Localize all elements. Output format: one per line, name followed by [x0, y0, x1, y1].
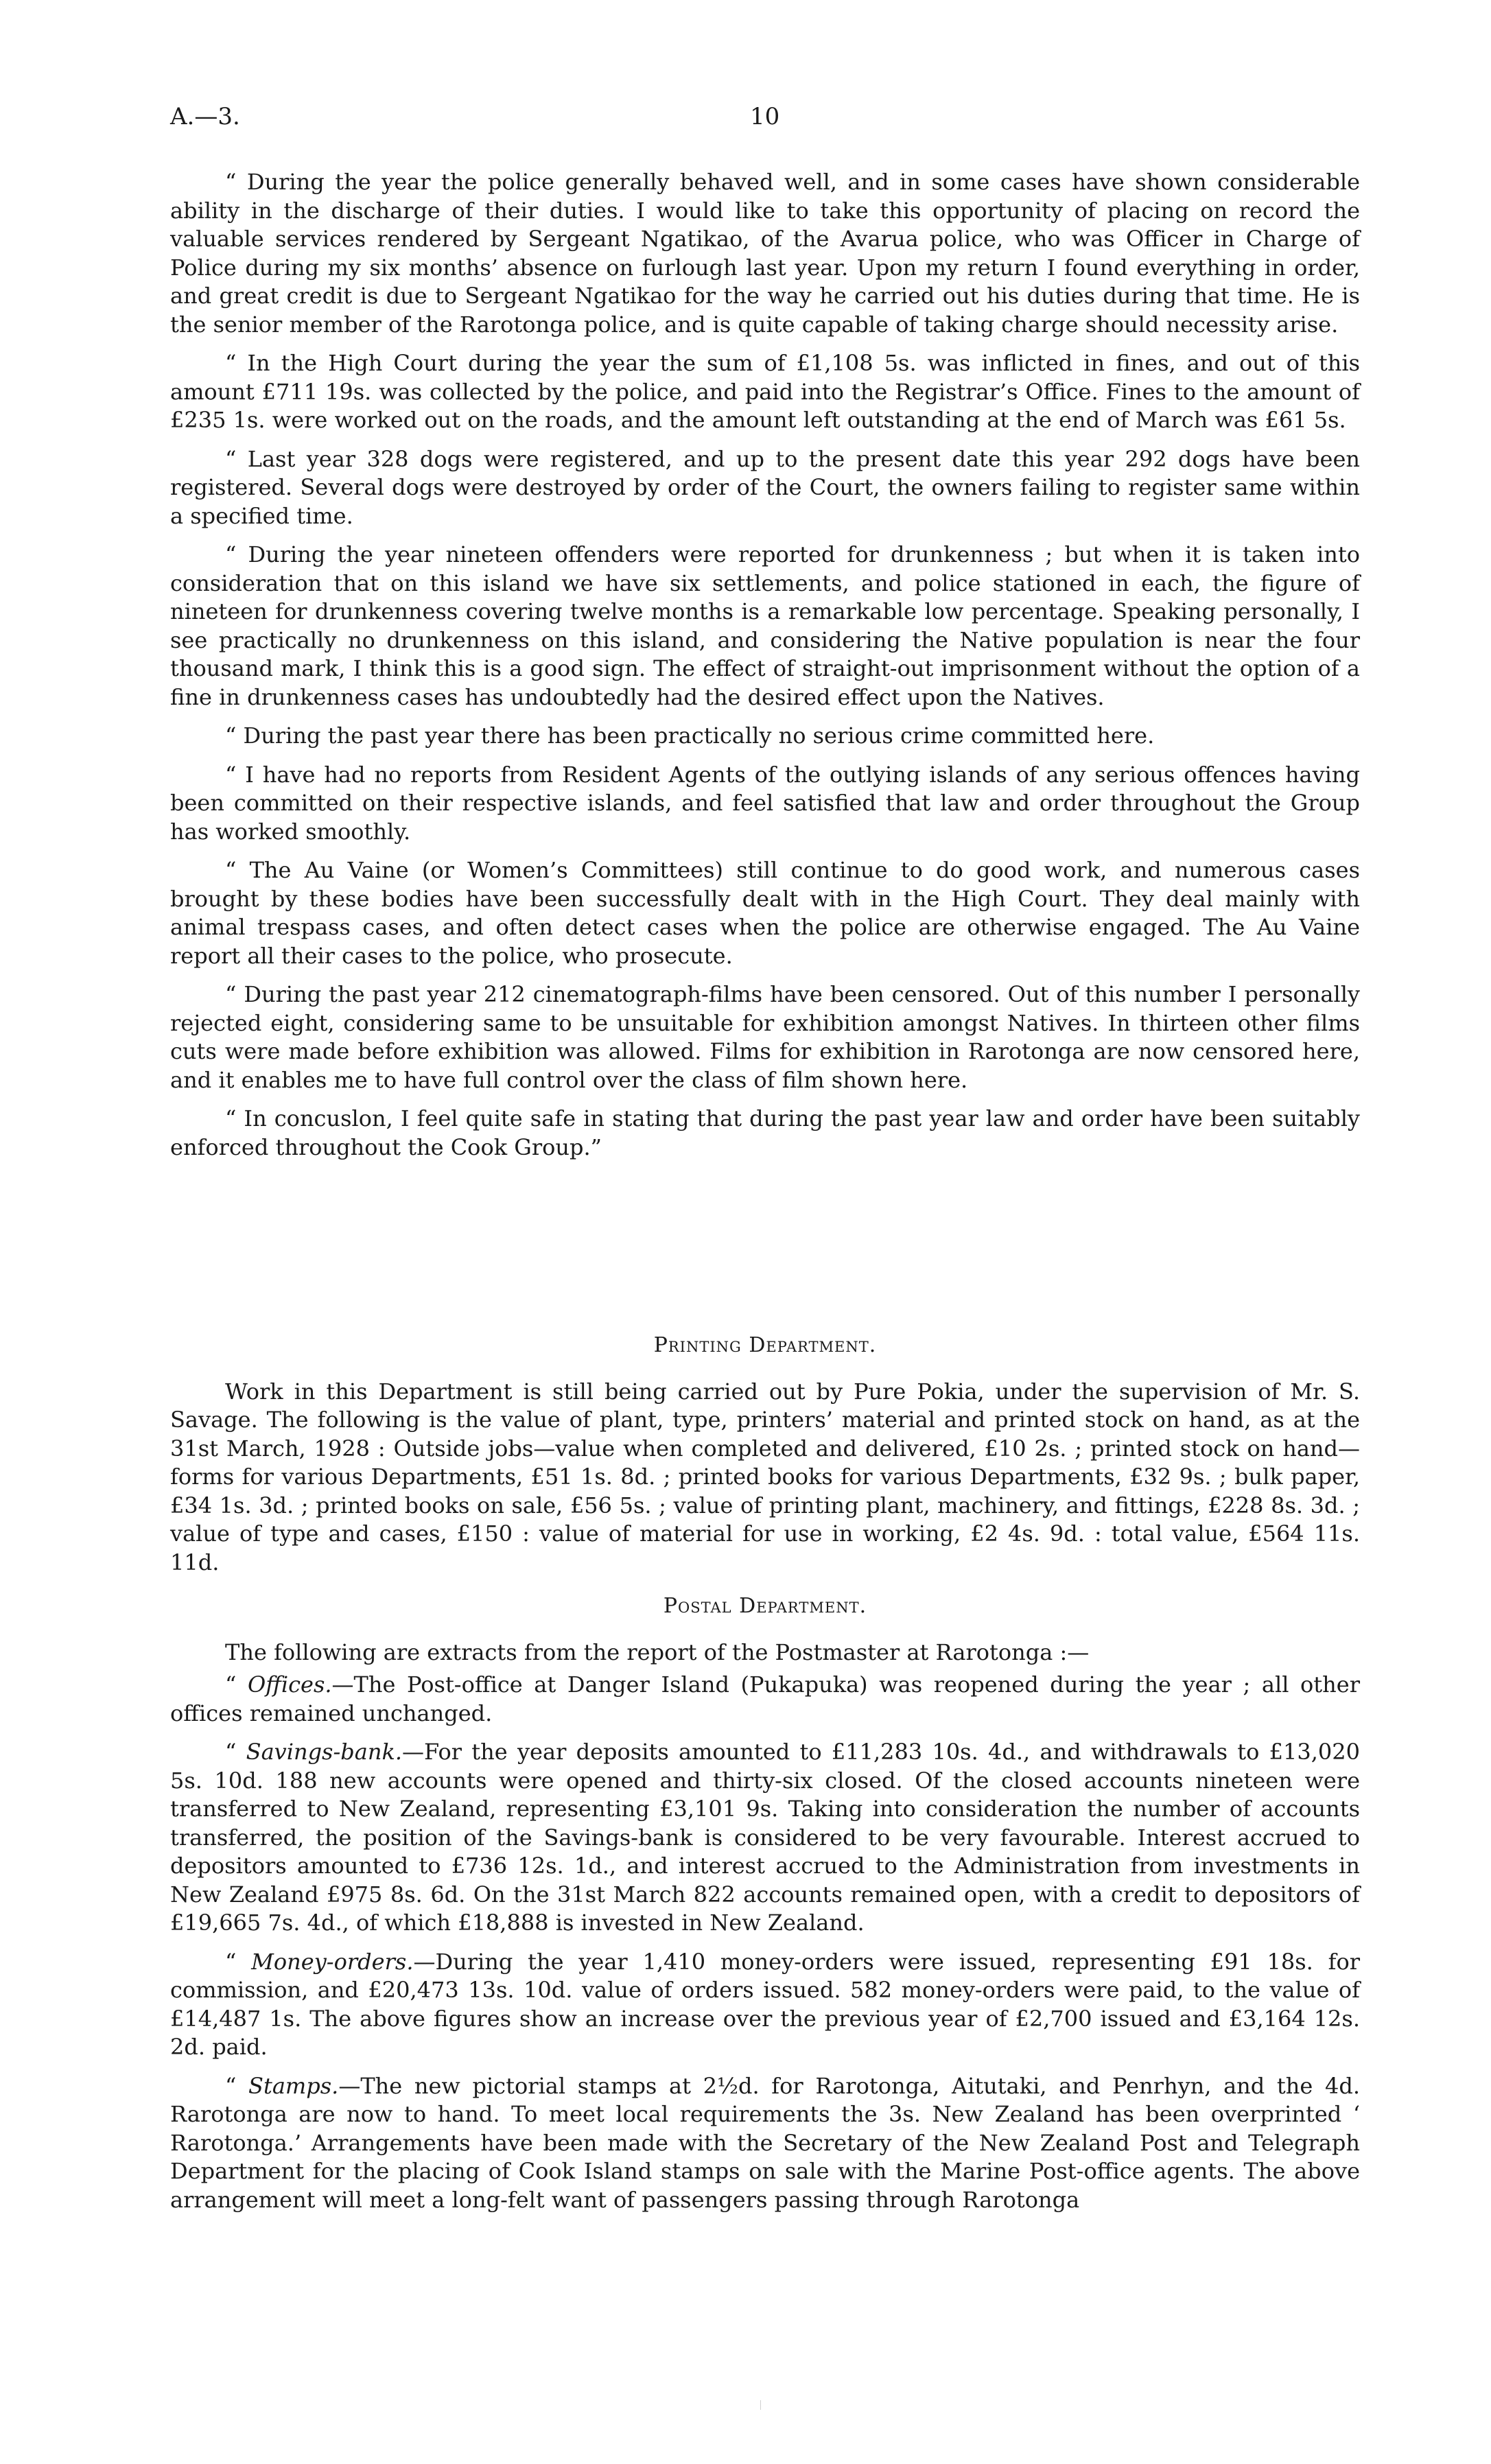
open-quote: “ [225, 1671, 248, 1698]
paragraph: “ During the past year 212 cinematograph-films have been censored. Out of this number I personally rejected eight, considering same to be unsuitable for exhibition amongst Natives. In thirteen other films cuts were made before exhibition was allowed. Films for exhibition in Rarotonga are now censored here, and it enables me to have full control over the class of film shown here. [170, 981, 1360, 1093]
page-number: 10 [750, 103, 780, 130]
paragraph-label: Stamps. [248, 2072, 339, 2099]
paragraph: “ I have had no reports from Resident Agents of the outlying islands of any serious offences having been committed on their respective islands, and feel satisfied that law and order throughout the Group has worked smoothly. [170, 761, 1360, 845]
paragraph: “ During the year nineteen offenders were reported for drunkenness ; but when it is taken into consideration that on this island we have six settlements, and police stationed in each, the figure of nineteen for drunkenness covering twelve months is a remarkable low percentage. Speaking personally, I see practically no drunkenness on this island, and considering the Native population is near the four thousand mark, I think this is a good sign. The effect of straight-out imprisonment without the option of a fine in drunkenness cases has undoubtedly had the desired effect upon the Natives. [170, 541, 1360, 710]
paragraph: “ During the past year there has been practically no serious crime committed here. [225, 723, 1155, 749]
postal-department-section [170, 1592, 1360, 2225]
paragraph: “ During the year the police generally behaved well, and in some cases have shown considerable ability in the discharge of their duties. I would like to take this opportunity of placing on record the valuable services rendered by Sergeant Ngatikao, of the Avarua police, who was Officer in Charge of Police during my six months’ absence on furlough last year. Upon my return I found everything in order, and great credit is due to Sergeant Ngatikao for the way he carried out his duties during that time. He is the senior member of the Rarotonga police, and is quite capable of taking charge should necessity arise. [170, 169, 1360, 338]
open-quote: “ [225, 2072, 249, 2099]
paragraph-label: Offices. [247, 1671, 332, 1698]
paragraph: “ The Au Vaine (or Women’s Committees) still continue to do good work, and numerous cases brought by these bodies have been successfully dealt with in the High Court. They deal mainly with animal trespass cases, and often detect cases when the police are otherwise engaged. The Au Vaine report all their cases to the police, who prosecute. [170, 857, 1360, 969]
paragraph: “ Last year 328 dogs were registered, and up to the present date this year 292 dogs have been registered. Several dogs were destroyed by order of the Court, the owners failing to register same within a specified time. [170, 445, 1360, 529]
money-orders-paragraph [170, 1948, 1360, 2062]
document-reference: A.—3. [170, 103, 240, 130]
paragraph: The following are extracts from the report of the Postmaster at Rarotonga :— [225, 1639, 1090, 1665]
paragraph-text: —During the year 1,410 money-orders were issued, representing £91 18s. for commission, and £20,473 13s. 10d. value of orders issued. 582 money-orders were paid, to the value of £14,487 1s. The above figures show an increase over the previous year of £2,700 issued and £3,164 12s. 2d. paid. [170, 1948, 1361, 2060]
paragraph-text: —The new pictorial stamps at 2½d. for Rarotonga, Aitutaki, and Penrhyn, and the 4d. Rarotonga are now to hand. To meet local requirements the 3s. New Zealand has been overprinted ‘ Rarotonga.’ Arrangements have been made with the Secretary of the New Zealand Post and Telegraph Department for the placing of Cook Island stamps on sale with the Marine Post-office agents. The above arrangement will meet a long-felt want of passengers passing through Rarotonga [170, 2072, 1361, 2213]
stamps-paragraph [170, 2072, 1360, 2215]
paragraph: “ In concuslon, I feel quite safe in stating that during the past year law and order have been suitably enforced throughout the Cook Group.” [170, 1105, 1360, 1160]
offices-paragraph [170, 1671, 1360, 1728]
printing-department-section [170, 1331, 1360, 1587]
paragraph-label: Money-orders. [251, 1948, 414, 1975]
paragraph-label: Savings-bank. [246, 1739, 403, 1765]
open-quote: “ [225, 1739, 246, 1765]
section-heading: Printing Department. [653, 1333, 877, 1357]
paragraph: “ In the High Court during the year the sum of £1,108 5s. was inflicted in fines, and out of this amount £711 19s. was collected by the police, and paid into the Registrar’s Office. Fines to the amount of £235 1s. were worked out on the roads, and the amount left outstanding at the end of March was £61 5s. [170, 350, 1360, 433]
page-header [170, 103, 1360, 137]
savings-bank-paragraph [170, 1738, 1360, 1938]
police-report-section [170, 168, 1360, 1172]
paragraph-text: —For the year deposits amounted to £11,283 10s. 4d., and withdrawals to £13,020 5s. 10d. 188 new accounts were opened and thirty-six closed. Of the closed accounts nineteen were transferred to New Zealand, representing £3,101 9s. Taking into consideration the number of accounts transferred, the position of the Savings-bank is considered to be very favourable. Interest accrued to depositors amounted to £736 12s. 1d., and interest accrued to the Administration from investments in New Zealand £975 8s. 6d. On the 31st March 822 accounts remained open, with a credit to depositors of £19,665 7s. 4d., of which £18,888 is invested in New Zealand. [170, 1739, 1361, 1936]
section-heading: Postal Department. [663, 1594, 867, 1618]
paragraph: Work in this Department is still being carried out by Pure Pokia, under the supervision of Mr. S. Savage. The following is the value of plant, type, printers’ material and printed stock on hand, as at the 31st March, 1928 : Outside jobs—value when completed and delivered, £10 2s. ; printed stock on hand—forms for various Departments, £51 1s. 8d. ; printed books for various Departments, £32 9s. ; bulk paper, £34 1s. 3d. ; printed books on sale, £56 5s. ; value of printing plant, machinery, and fittings, £228 8s. 3d. ; value of type and cases, £150 : value of material for use in working, £2 4s. 9d. : total value, £564 11s. 11d. [170, 1378, 1360, 1575]
paragraph-text: —The Post-office at Danger Island (Pukapuka) was reopened during the year ; all other offices remained unchanged. [170, 1671, 1361, 1726]
scan-mark [760, 2400, 761, 2410]
open-quote: “ [225, 1948, 252, 1975]
